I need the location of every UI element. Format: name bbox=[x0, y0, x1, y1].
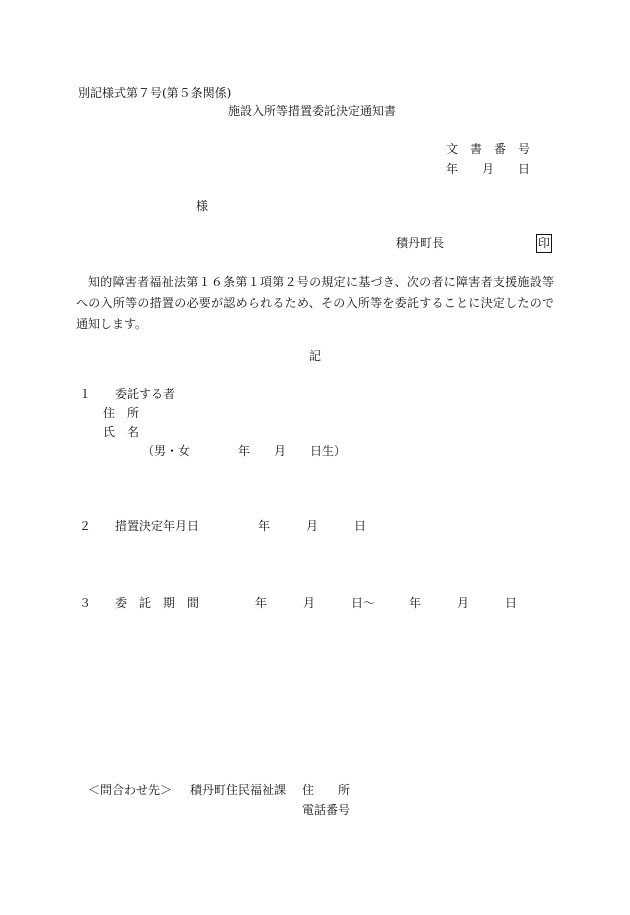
issue-date-line: 年 月 日 bbox=[446, 162, 531, 176]
item-1-name-label: 氏 名 bbox=[103, 425, 140, 439]
item-1-address-label: 住 所 bbox=[103, 406, 140, 420]
document-title: 施設入所等措置委託決定通知書 bbox=[228, 104, 397, 118]
contact-phone-label: 電話番号 bbox=[302, 803, 351, 817]
item-1-gender-birth: （男・女 年 月 日生） bbox=[142, 444, 347, 458]
item-3-period-start: 年 月 日～ bbox=[255, 596, 376, 610]
sender-name: 積丹町長 bbox=[396, 236, 445, 250]
seal-stamp: 印 bbox=[536, 234, 552, 253]
contact-address-label: 住 所 bbox=[302, 783, 351, 797]
ki-heading: 記 bbox=[309, 349, 322, 363]
item-2-date: 年 月 日 bbox=[258, 519, 367, 533]
item-3-period-end: 年 月 日 bbox=[409, 596, 518, 610]
item-1-heading: １ 委託する者 bbox=[79, 387, 176, 401]
form-number: 別記様式第７号(第５条関係) bbox=[78, 86, 232, 100]
contact-department: 積丹町住民福祉課 bbox=[190, 783, 287, 797]
document-number-label: 文 書 番 号 bbox=[446, 142, 531, 156]
item-3-heading: ３ 委 託 期 間 bbox=[79, 596, 200, 610]
contact-label: ＜問合わせ先＞ bbox=[88, 783, 173, 797]
item-2-heading: ２ 措置決定年月日 bbox=[79, 519, 200, 533]
recipient-honorific: 様 bbox=[196, 199, 209, 213]
body-paragraph: 知的障害者福祉法第１６条第１項第２号の規定に基づき、次の者に障害者支援施設等への入所等の措置の必要が認められるため、その入所等を委託することに決定したので通知します。 bbox=[76, 275, 554, 331]
